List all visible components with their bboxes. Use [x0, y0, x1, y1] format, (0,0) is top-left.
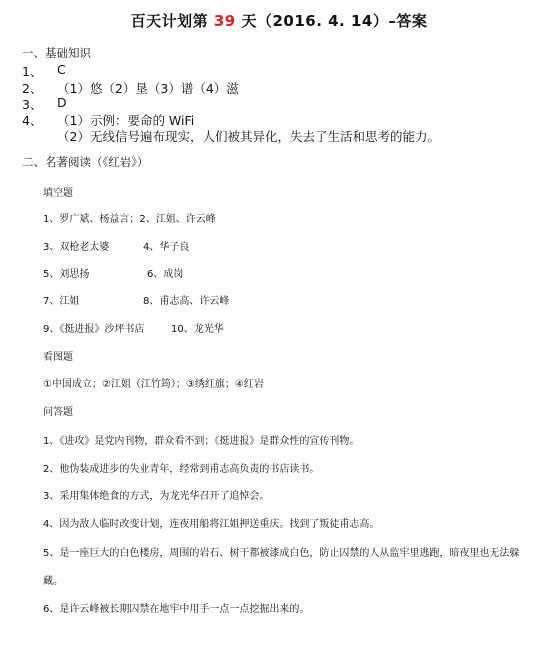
qa-answer-3: 3、采用集体绝食的方式，为龙光华召开了追悼会。 [43, 491, 270, 502]
s1-item2-num: 2、 [22, 81, 43, 96]
title-prefix: 百天计划第 [130, 12, 214, 30]
qa-answer-6: 6、是许云峰被长期囚禁在地牢中用手一点一点挖掘出来的。 [43, 604, 310, 615]
s1-item2-answer: （1）悠（2）垦（3）谱（4）滋 [57, 81, 239, 96]
fill-row-3b: 6、成岗 [147, 269, 184, 280]
fill-row-4a: 7、江姐 [43, 296, 80, 307]
fill-row-2a: 3、双枪老太婆 [43, 242, 110, 253]
s1-item1-num: 1、 [22, 64, 43, 79]
qa-answer-5: 5、是一座巨大的白色楼房，周围的岩石、树干都被漆成白色，防止囚禁的人从监牢里逃跑，暗夜里也无法躲 [43, 548, 520, 559]
fill-row-4b: 8、甫志高、许云峰 [143, 296, 230, 307]
s1-item4-answer-line2: （2）无线信号遍布现实，人们被其异化，失去了生活和思考的能力。 [57, 129, 440, 144]
qa-answer-4: 4、因为敌人临时改变计划，连夜用船将江姐押送重庆。找到了叛徒甫志高。 [43, 519, 380, 530]
fill-row-1: 1、罗广斌、杨益言；2、江姐、许云峰 [43, 214, 216, 225]
fill-row-3a: 5、刘思扬 [43, 269, 90, 280]
fill-heading: 填空题 [43, 188, 73, 199]
fill-row-2b: 4、华子良 [143, 242, 190, 253]
picture-heading: 看图题 [43, 352, 73, 363]
section2-heading: 二、名著阅读（《红岩》） [22, 155, 149, 169]
s1-item4-num: 4、 [22, 113, 43, 128]
section1-heading: 一、基础知识 [22, 46, 91, 60]
picture-answer: ①中国成立；②江姐（江竹筠）；③绣红旗；④红岩 [43, 379, 264, 390]
title-day-number: 39 [213, 12, 236, 30]
s1-item4-answer: （1）示例：要命的 WiFi [57, 113, 195, 128]
s1-item3-num: 3、 [22, 97, 43, 112]
qa-answer-2: 2、他伪装成进步的失业青年，经常到甫志高负责的书店读书。 [43, 464, 320, 475]
qa-heading: 问答题 [43, 407, 73, 418]
s1-item1-answer: C [57, 62, 66, 77]
s1-item3-answer: D [57, 95, 67, 110]
page-title [0, 10, 558, 31]
fill-row-5b: 10、龙光华 [171, 324, 224, 335]
qa-answer-5-continued: 藏。 [43, 576, 63, 587]
fill-row-5a: 9、《挺进报》沙坪书店 [43, 324, 145, 335]
title-suffix: 天（2016. 4. 14）–答案 [235, 12, 428, 30]
qa-answer-1: 1、《进攻》是党内刊物，群众看不到；《挺进报》是群众性的宣传刊物。 [43, 436, 360, 447]
